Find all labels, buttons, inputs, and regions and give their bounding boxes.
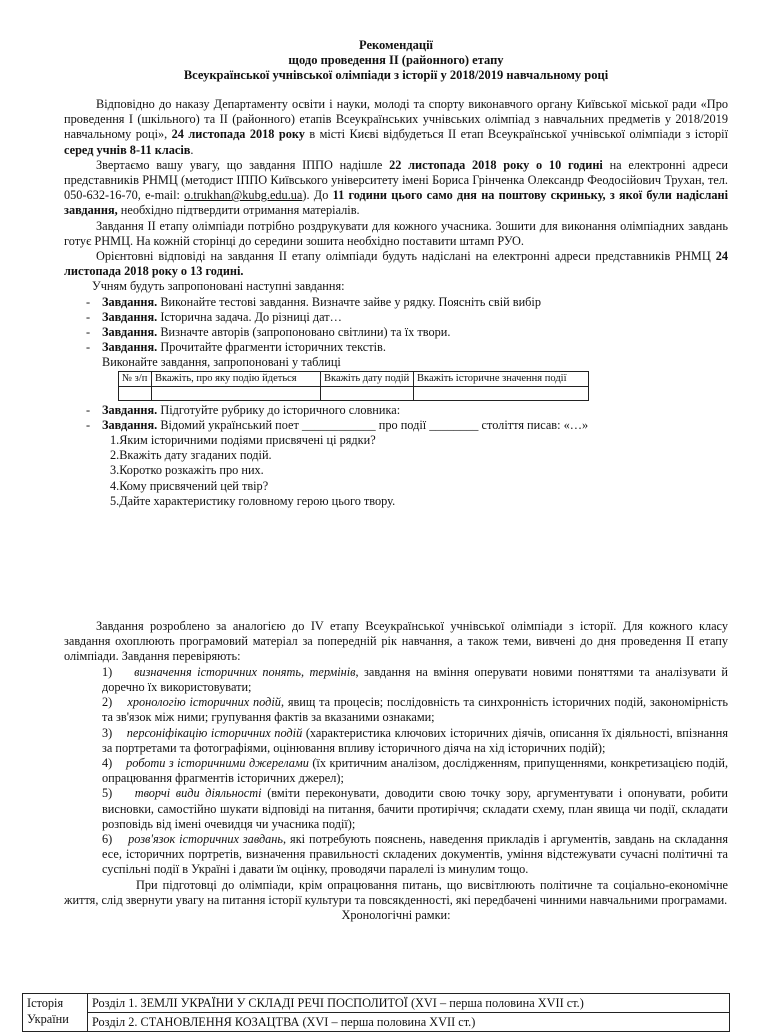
check-item-3 (64, 726, 728, 756)
task-label: Завдання. (102, 402, 158, 417)
intro-p4-date: 24 листопада 2018 року о 13 годині. (64, 249, 728, 279)
check-item-6 (64, 832, 728, 878)
check-rest: (вміти переконувати, доводити свою точку зору, аргументувати і опонувати, робити висновки, самостійно шукати відповіді на питання, бачити протиріччя; складати схему, план явища чи події, складати розповідь від імені очевидця чи учасника події); (102, 786, 729, 831)
document-page (64, 38, 728, 923)
intro-p4-text-a: Орієнтовні відповіді на завдання ІІ етапу олімпіади будуть надіслані на електронні адреси представників РНМЦ (96, 249, 711, 264)
check-italic: роботи з історичними джерелами (126, 755, 309, 770)
intro-p2-date: 22 листопада 2018 року о 10 годині (389, 157, 603, 172)
part2-paragraph-1: Завдання розроблено за аналогією до IV етапу Всеукраїнської учнівської олімпіади з історії. Для кожного класу завдання охоплюють програмовий матеріал за попередній рік навчання, а також теми, вивчені до дня проведення ІІ етапу олімпіади. Завдання перевіряють: (64, 619, 728, 664)
intro-p2-text-d: ). До (302, 188, 329, 203)
check-list (64, 665, 728, 878)
answer-table (118, 371, 589, 401)
check-italic: творчі види діяльності (134, 786, 262, 801)
check-num: 1) (102, 664, 113, 679)
task-item-3 (64, 325, 728, 340)
intro-paragraph-4 (64, 249, 728, 279)
check-num: 6) (102, 831, 113, 846)
task-text: Відомий український поет ____________ про події ________ століття писав: «…» (160, 417, 589, 432)
chrono-title: Хронологічні рамки: (341, 907, 451, 922)
check-italic: персоніфікацію історичних подій (126, 725, 303, 740)
task-label: Завдання. (102, 294, 158, 309)
answer-table-cell (152, 386, 321, 400)
intro-paragraph-3: Завдання ІІ етапу олімпіади потрібно роздрукувати для кожного учасника. Зошити для виконання олімпіадних завдань готує РНМЦ. На кожній сторінці до середини зошита необхідно поставити штамп РУО. (64, 218, 728, 248)
check-rest: (їх критичним аналізом, дослідженням, припущеннями, конкретизацією подій, опрацювання фрагментів історичних джерел); (102, 755, 729, 786)
task-list (64, 295, 728, 356)
intro-paragraph-2 (64, 158, 728, 219)
task-item-5 (64, 403, 728, 418)
doc-title-line1: Рекомендації (358, 38, 434, 52)
task-4-subtext: Виконайте завдання, запропоновані у таблиці (102, 355, 341, 370)
check-rest: , завдання на вміння оперувати новими поняттями та аналізувати й доречно їх використовувати; (102, 664, 729, 694)
intro-p2-text-c: на електронні адреси представників РНМЦ (методист ІППО Київського університету імені Бориса Грінченка Олександр Феодосійович Трухан, тел. 050-632-16-70, e-mail: (64, 157, 729, 203)
chrono-row-1: Розділ 1. ЗЕМЛІ УКРАЇНИ У СКЛАДІ РЕЧІ ПОСПОЛИТОЇ (XVI – перша половина XVII ст.) (88, 994, 730, 1013)
check-rest: , явищ та процесів; послідовність та синхронність історичних подій, закономірність та зв'язок між ними; групування фактів за вказаними ознаками; (102, 695, 728, 725)
task-text: Визначте авторів (запропоновано світлини) та їх твори. (160, 325, 451, 340)
question-5: 5.Дайте характеристику головному герою цього твору. (110, 493, 396, 508)
check-num: 5) (102, 786, 113, 801)
check-italic: визначення історичних понять, термінів (134, 664, 356, 679)
intro-p1-text-a: Відповідно до наказу Департаменту освіти і науки, молоді та спорту виконавчого органу Київської міської ради «Про проведення I (шкільного) та II (районного) етапів Всеукраїнських учнівських олімпіад з навчальних предметів у 2018/2019 навчальному році», (64, 97, 728, 142)
intro-p2-deadline: 11 години цього само дня на поштову скриньку, з якої були надіслані завдання, (64, 188, 729, 218)
intro-p2-text-a: Звертаємо вашу увагу, що завдання ІППО надішле (96, 157, 383, 172)
blank-gap (64, 509, 728, 619)
doc-title-line3: Всеукраїнської учнівської олімпіади з історії у 2018/2019 навчальному році (183, 68, 609, 82)
check-rest: (характеристика ключових історичних діячів, описання їх діяльності, впізнання за портретами та фотографіями, оцінювання впливу історичного діяча на хід історичних подій); (102, 725, 729, 755)
answer-table-header-significance: Вкажіть історичне значення події (414, 371, 589, 386)
task-item-2 (64, 310, 728, 325)
chrono-col-history: Історія України (23, 994, 88, 1032)
question-4: 4.Кому присвячений цей твір? (110, 478, 269, 493)
check-num: 4) (102, 755, 113, 770)
check-italic: розв'язок історичних завдань (128, 831, 284, 846)
intro-p1-date: 24 листопада 2018 року (171, 127, 305, 142)
answer-table-header-date: Вкажіть дату подій (321, 371, 414, 386)
answer-table-cell (119, 386, 152, 400)
answer-table-header-event: Вкажіть, про яку подію йдеться (152, 371, 321, 386)
answer-table-cell (321, 386, 414, 400)
check-item-2 (64, 695, 728, 725)
task-text: Прочитайте фрагменти історичних текстів. (160, 340, 386, 355)
task-label: Завдання. (102, 309, 158, 324)
question-3: 3.Коротко розкажіть про них. (110, 463, 264, 478)
task-item-6 (64, 418, 728, 433)
task-list-2 (64, 403, 728, 433)
answer-table-cell (414, 386, 589, 400)
check-item-5 (64, 786, 728, 832)
doc-title-line2: щодо проведення ІІ (районного) етапу (288, 53, 504, 67)
task-item-1 (64, 295, 728, 310)
question-2: 2.Вкажіть дату згаданих подій. (110, 448, 272, 463)
chrono-table (22, 993, 730, 1032)
task-label: Завдання. (102, 417, 158, 432)
task-label: Завдання. (102, 325, 158, 340)
check-rest: , які потребують пояснень, наведення прикладів і аргументів, завдань на складання есе, історичних портретів, визначення правильності складених документів, уміння відстежувати сучасні політичні та суспільні події в Україні і давати їм оцінку, проводячи паралелі із минулим тощо. (102, 831, 729, 877)
task-text: Виконайте тестові завдання. Визначте зайве у рядку. Поясніть свій вибір (160, 294, 541, 309)
intro-p1-text-c: в місті Києві відбудеться ІІ етап Всеукраїнської учнівської олімпіади з історії (309, 127, 728, 142)
chrono-row-2: Розділ 2. СТАНОВЛЕННЯ КОЗАЦТВА (XVI – перша половина XVII ст.) (88, 1013, 730, 1032)
intro-p2-text-f: необхідно підтвердити отримання матеріалів. (120, 203, 360, 218)
check-num: 3) (102, 725, 113, 740)
intro-paragraph-1: Відповідно до наказу Департаменту освіти і науки, молоді та спорту виконавчого органу Київської міської ради «Про проведення I (шкільного) та II (районного) етапів Всеукраїнських учнівських олімпіад з навчальних предметів у 2018/2019 навчальному році», 24 листопада 2018 року в місті Києві відбудеться ІІ етап Всеукраїнської учнівської олімпіади з історії серед учнів 8-11 класів. (64, 97, 728, 157)
email-link[interactable]: o.trukhan@kubg.edu.ua (184, 188, 303, 203)
check-item-1 (64, 665, 728, 695)
check-italic: хронологію історичних подій (127, 695, 281, 710)
task-text: Історична задача. До різниці дат… (160, 309, 342, 324)
check-num: 2) (102, 695, 113, 710)
task-item-4 (64, 340, 728, 355)
intro-p1-classes: серед учнів 8-11 класів (64, 142, 191, 157)
question-1: 1.Яким історичними подіями присвячені ці рядки? (110, 433, 376, 448)
task-text: Підготуйте рубрику до історичного словника: (160, 402, 401, 417)
intro-paragraph-5: Учням будуть запропоновані наступні завдання: (92, 279, 345, 294)
part2-paragraph-2: При підготовці до олімпіади, крім опрацювання питань, що висвітлюють політичне та соціально-економічне життя, слід звернути увагу на питання історії культури та повсякденності, які передбачені чинними навчальними програмами. (64, 877, 728, 907)
task-label: Завдання. (102, 340, 158, 355)
check-item-4 (64, 756, 728, 786)
answer-table-header-num: № з/п (119, 371, 152, 386)
